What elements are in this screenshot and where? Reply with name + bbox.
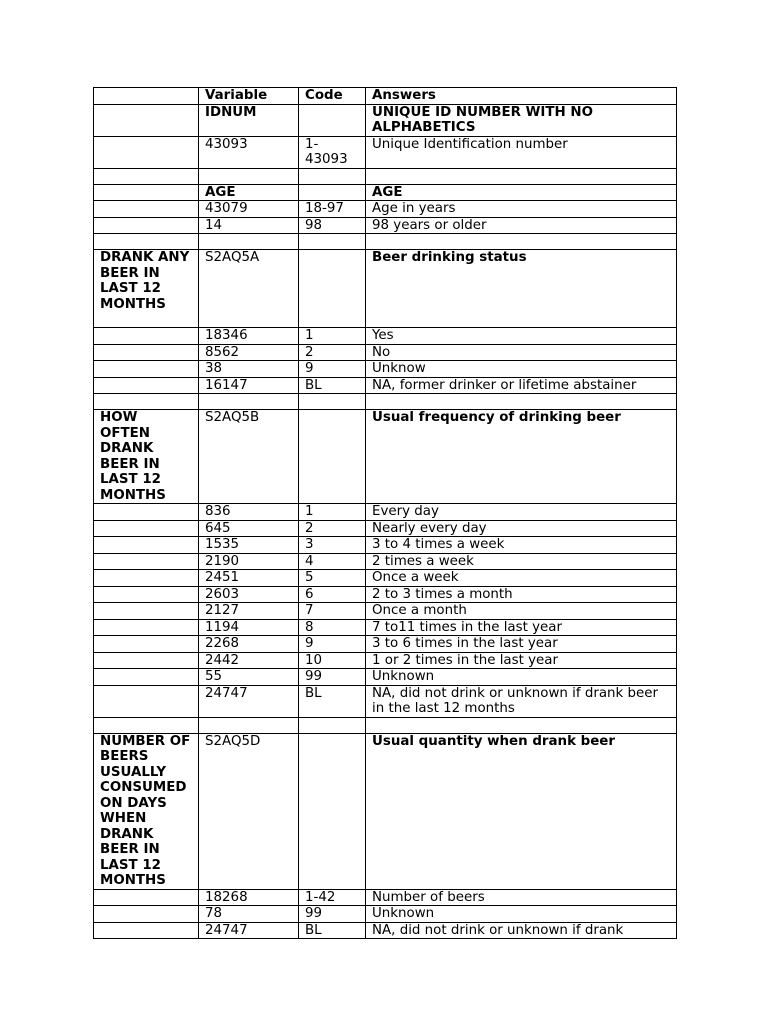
table-row bbox=[94, 136, 677, 168]
cell-label bbox=[94, 217, 199, 234]
cell-label bbox=[94, 553, 199, 570]
table-row bbox=[94, 104, 677, 136]
cell-label bbox=[94, 570, 199, 587]
cell-label bbox=[94, 377, 199, 394]
table-row bbox=[94, 184, 677, 201]
cell-label bbox=[94, 889, 199, 906]
cell-code: 1 bbox=[299, 504, 366, 521]
cell-variable: 2603 bbox=[199, 586, 299, 603]
table-row bbox=[94, 504, 677, 521]
cell-answer: No bbox=[366, 344, 677, 361]
cell-variable: 1194 bbox=[199, 619, 299, 636]
cell-code bbox=[299, 410, 366, 504]
cell-answer: UNIQUE ID NUMBER WITH NO ALPHABETICS bbox=[366, 104, 677, 136]
cell-answer: Usual frequency of drinking beer bbox=[366, 410, 677, 504]
cell-answer: Number of beers bbox=[366, 889, 677, 906]
cell-answer: NA, former drinker or lifetime abstainer bbox=[366, 377, 677, 394]
table-row bbox=[94, 553, 677, 570]
cell-code bbox=[299, 394, 366, 410]
table-row bbox=[94, 906, 677, 923]
header-row bbox=[94, 88, 677, 105]
cell-variable: 24747 bbox=[199, 685, 299, 717]
cell-label bbox=[94, 184, 199, 201]
table-row bbox=[94, 889, 677, 906]
header-cell-variable: Variable bbox=[199, 88, 299, 105]
cell-variable: 43093 bbox=[199, 136, 299, 168]
cell-answer: 98 years or older bbox=[366, 217, 677, 234]
cell-answer bbox=[366, 168, 677, 184]
header-cell-label bbox=[94, 88, 199, 105]
cell-answer: Once a month bbox=[366, 603, 677, 620]
cell-code: 9 bbox=[299, 636, 366, 653]
cell-code: BL bbox=[299, 922, 366, 939]
cell-answer: Unique Identification number bbox=[366, 136, 677, 168]
cell-answer: Every day bbox=[366, 504, 677, 521]
cell-label bbox=[94, 344, 199, 361]
cell-code bbox=[299, 184, 366, 201]
cell-answer bbox=[366, 234, 677, 250]
cell-code: 6 bbox=[299, 586, 366, 603]
cell-variable: 1535 bbox=[199, 537, 299, 554]
cell-label: HOW OFTEN DRANK BEER IN LAST 12 MONTHS bbox=[94, 410, 199, 504]
cell-label bbox=[94, 168, 199, 184]
cell-label bbox=[94, 652, 199, 669]
cell-variable bbox=[199, 168, 299, 184]
cell-code: 99 bbox=[299, 906, 366, 923]
cell-answer: Nearly every day bbox=[366, 520, 677, 537]
table-row bbox=[94, 717, 677, 733]
table-row bbox=[94, 250, 677, 328]
cell-answer: 3 to 4 times a week bbox=[366, 537, 677, 554]
table-row bbox=[94, 636, 677, 653]
cell-answer: Beer drinking status bbox=[366, 250, 677, 328]
cell-answer: Age in years bbox=[366, 201, 677, 218]
cell-label bbox=[94, 906, 199, 923]
cell-answer: AGE bbox=[366, 184, 677, 201]
cell-code: 1-43093 bbox=[299, 136, 366, 168]
cell-answer: 7 to11 times in the last year bbox=[366, 619, 677, 636]
cell-label bbox=[94, 234, 199, 250]
cell-label bbox=[94, 669, 199, 686]
cell-variable: 38 bbox=[199, 361, 299, 378]
cell-answer: 2 times a week bbox=[366, 553, 677, 570]
cell-variable: S2AQ5D bbox=[199, 733, 299, 889]
cell-label bbox=[94, 394, 199, 410]
cell-variable: 8562 bbox=[199, 344, 299, 361]
cell-code: 5 bbox=[299, 570, 366, 587]
table-row bbox=[94, 168, 677, 184]
cell-code: 4 bbox=[299, 553, 366, 570]
cell-code: 1-42 bbox=[299, 889, 366, 906]
table-row bbox=[94, 537, 677, 554]
cell-code: 10 bbox=[299, 652, 366, 669]
cell-code: 9 bbox=[299, 361, 366, 378]
cell-answer: NA, did not drink or unknown if drank beer in the last 12 months bbox=[366, 685, 677, 717]
table-row bbox=[94, 619, 677, 636]
header-cell-code: Code bbox=[299, 88, 366, 105]
cell-label bbox=[94, 717, 199, 733]
cell-variable: 14 bbox=[199, 217, 299, 234]
cell-variable: 836 bbox=[199, 504, 299, 521]
cell-answer: Yes bbox=[366, 328, 677, 345]
cell-variable bbox=[199, 717, 299, 733]
cell-label bbox=[94, 586, 199, 603]
cell-variable: AGE bbox=[199, 184, 299, 201]
cell-label bbox=[94, 361, 199, 378]
cell-variable: 78 bbox=[199, 906, 299, 923]
cell-variable: 2127 bbox=[199, 603, 299, 620]
cell-answer: Unknow bbox=[366, 361, 677, 378]
cell-code bbox=[299, 168, 366, 184]
cell-code: BL bbox=[299, 377, 366, 394]
cell-answer: 2 to 3 times a month bbox=[366, 586, 677, 603]
cell-variable: 2451 bbox=[199, 570, 299, 587]
table-row bbox=[94, 394, 677, 410]
cell-answer: Usual quantity when drank beer bbox=[366, 733, 677, 889]
cell-label: DRANK ANY BEER IN LAST 12 MONTHS bbox=[94, 250, 199, 328]
cell-code bbox=[299, 104, 366, 136]
table-row bbox=[94, 570, 677, 587]
table-row bbox=[94, 586, 677, 603]
cell-code bbox=[299, 733, 366, 889]
cell-code: 8 bbox=[299, 619, 366, 636]
cell-variable: 18346 bbox=[199, 328, 299, 345]
cell-label bbox=[94, 136, 199, 168]
table-row bbox=[94, 344, 677, 361]
cell-answer: NA, did not drink or unknown if drank bbox=[366, 922, 677, 939]
cell-code: 99 bbox=[299, 669, 366, 686]
cell-label bbox=[94, 201, 199, 218]
cell-label bbox=[94, 603, 199, 620]
cell-label bbox=[94, 636, 199, 653]
table-row bbox=[94, 328, 677, 345]
table-row bbox=[94, 603, 677, 620]
codebook-body bbox=[94, 88, 677, 939]
cell-variable: 55 bbox=[199, 669, 299, 686]
table-row bbox=[94, 410, 677, 504]
table-row bbox=[94, 234, 677, 250]
cell-answer: 3 to 6 times in the last year bbox=[366, 636, 677, 653]
cell-label bbox=[94, 328, 199, 345]
cell-code: 2 bbox=[299, 520, 366, 537]
cell-answer bbox=[366, 394, 677, 410]
cell-variable: 16147 bbox=[199, 377, 299, 394]
table-row bbox=[94, 217, 677, 234]
cell-code: 98 bbox=[299, 217, 366, 234]
cell-variable: 18268 bbox=[199, 889, 299, 906]
cell-variable: 43079 bbox=[199, 201, 299, 218]
cell-code bbox=[299, 250, 366, 328]
table-row bbox=[94, 361, 677, 378]
cell-variable bbox=[199, 394, 299, 410]
cell-label: NUMBER OF BEERS USUALLY CONSUMED ON DAYS WHEN DRANK BEER IN LAST 12 MONTHS bbox=[94, 733, 199, 889]
cell-code bbox=[299, 234, 366, 250]
table-row bbox=[94, 733, 677, 889]
cell-code: 1 bbox=[299, 328, 366, 345]
cell-label bbox=[94, 537, 199, 554]
header-cell-answers: Answers bbox=[366, 88, 677, 105]
cell-variable: 24747 bbox=[199, 922, 299, 939]
cell-answer bbox=[366, 717, 677, 733]
cell-variable: S2AQ5A bbox=[199, 250, 299, 328]
cell-code: 3 bbox=[299, 537, 366, 554]
cell-answer: Once a week bbox=[366, 570, 677, 587]
cell-code: 7 bbox=[299, 603, 366, 620]
cell-variable bbox=[199, 234, 299, 250]
cell-answer: Unknown bbox=[366, 669, 677, 686]
cell-label bbox=[94, 104, 199, 136]
codebook-table bbox=[93, 87, 677, 939]
cell-code: BL bbox=[299, 685, 366, 717]
cell-label bbox=[94, 520, 199, 537]
cell-variable: S2AQ5B bbox=[199, 410, 299, 504]
table-row bbox=[94, 520, 677, 537]
cell-label bbox=[94, 685, 199, 717]
cell-answer: Unknown bbox=[366, 906, 677, 923]
cell-code: 2 bbox=[299, 344, 366, 361]
cell-code bbox=[299, 717, 366, 733]
cell-variable: 2190 bbox=[199, 553, 299, 570]
cell-variable: 2268 bbox=[199, 636, 299, 653]
table-row bbox=[94, 922, 677, 939]
cell-code: 18-97 bbox=[299, 201, 366, 218]
cell-label bbox=[94, 504, 199, 521]
cell-variable: 645 bbox=[199, 520, 299, 537]
cell-answer: 1 or 2 times in the last year bbox=[366, 652, 677, 669]
table-row bbox=[94, 377, 677, 394]
cell-variable: 2442 bbox=[199, 652, 299, 669]
cell-label bbox=[94, 619, 199, 636]
cell-label bbox=[94, 922, 199, 939]
table-row bbox=[94, 652, 677, 669]
table-row bbox=[94, 201, 677, 218]
table-row bbox=[94, 669, 677, 686]
cell-variable: IDNUM bbox=[199, 104, 299, 136]
table-row bbox=[94, 685, 677, 717]
